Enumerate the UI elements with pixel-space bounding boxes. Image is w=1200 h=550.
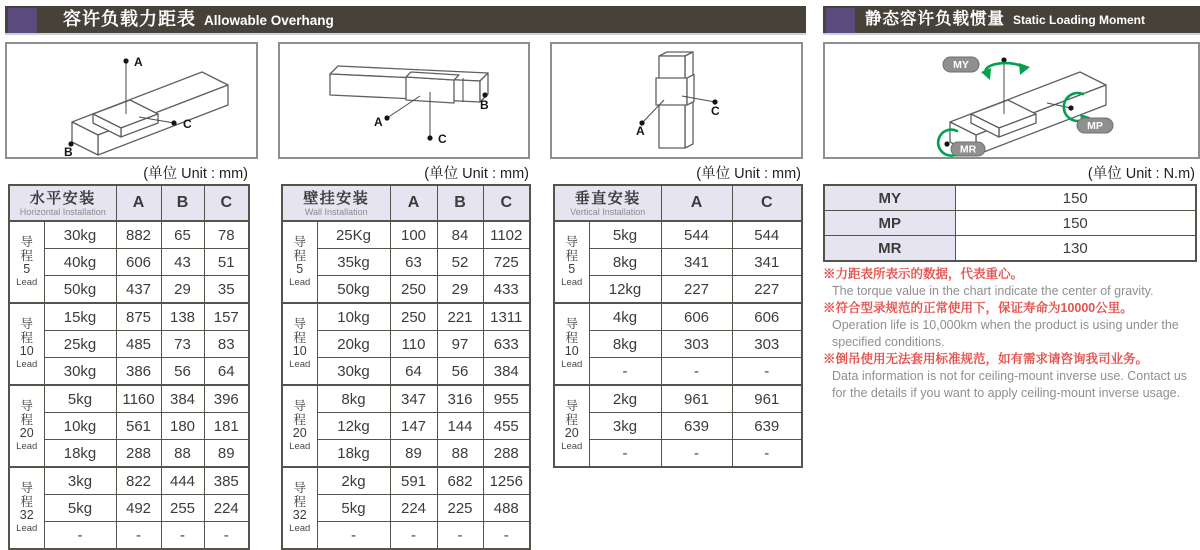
value-cell: 144	[437, 413, 483, 440]
table-row	[9, 467, 249, 495]
column-header: C	[483, 185, 530, 221]
table-title-en: Wall Installation	[304, 206, 368, 217]
value-cell: -	[661, 358, 732, 386]
value-cell: 29	[437, 276, 483, 304]
value-cell: 29	[161, 276, 204, 304]
table-row	[282, 331, 530, 358]
weight-cell: 10kg	[317, 303, 390, 331]
value-cell: 433	[483, 276, 530, 304]
lead-word: Lead	[16, 440, 38, 452]
table-row	[9, 221, 249, 249]
column-header: B	[437, 185, 483, 221]
value-cell: 485	[116, 331, 161, 358]
weight-cell: 4kg	[589, 303, 661, 331]
lead-word: Lead	[16, 522, 38, 534]
wall-installation-diagram	[278, 42, 530, 159]
lead-number: 5	[568, 262, 576, 277]
lead-number: 32	[292, 508, 307, 523]
value-cell: 224	[390, 495, 437, 522]
value-cell: 221	[437, 303, 483, 331]
value-cell: 52	[437, 249, 483, 276]
value-cell: 437	[116, 276, 161, 304]
column-header: C	[204, 185, 249, 221]
weight-cell: 30kg	[44, 358, 116, 386]
lead-zh: 导程	[565, 317, 578, 345]
mp-label: MP	[1087, 120, 1103, 132]
unit-label-moment: (单位 Unit : N.m)	[1087, 166, 1195, 182]
weight-cell: 15kg	[44, 303, 116, 331]
lead-word: Lead	[561, 276, 583, 288]
value-cell: 955	[483, 385, 530, 413]
point-c-label: C	[183, 117, 192, 131]
lead-number: 20	[19, 426, 34, 441]
table-row	[824, 185, 1196, 211]
table-row	[824, 236, 1196, 262]
static-moment-table	[823, 184, 1197, 262]
value-cell: 303	[661, 331, 732, 358]
lead-group-label	[9, 467, 44, 549]
lead-group-label	[554, 303, 589, 385]
lead-group-label	[282, 385, 317, 467]
table-row	[9, 522, 249, 550]
value-cell: 250	[390, 276, 437, 304]
lead-word: Lead	[289, 440, 311, 452]
lead-zh: 导程	[293, 399, 306, 427]
my-rotation-arrow	[985, 63, 1024, 74]
value-cell: 110	[390, 331, 437, 358]
moment-actuator-drawing	[825, 44, 1198, 157]
value-cell: 639	[732, 413, 802, 440]
point-b-label: B	[64, 145, 73, 157]
overhang-section-header	[5, 6, 806, 33]
value-cell: 1102	[483, 221, 530, 249]
lead-group-label	[554, 221, 589, 303]
value-cell: 250	[390, 303, 437, 331]
table-row	[9, 440, 249, 468]
value-cell: 225	[437, 495, 483, 522]
weight-cell: -	[317, 522, 390, 550]
moment-mp-value: 150	[955, 211, 1196, 236]
value-cell: 444	[161, 467, 204, 495]
weight-cell: 10kg	[44, 413, 116, 440]
value-cell: -	[161, 522, 204, 550]
value-cell: 385	[204, 467, 249, 495]
weight-cell: -	[589, 440, 661, 468]
value-cell: 97	[437, 331, 483, 358]
column-header: A	[661, 185, 732, 221]
table-row	[282, 467, 530, 495]
wall-actuator-drawing	[280, 44, 528, 157]
lead-zh: 导程	[20, 481, 33, 509]
point-c-label: C	[711, 104, 720, 118]
point-a-label: A	[636, 124, 645, 138]
weight-cell: 18kg	[44, 440, 116, 468]
value-cell: 157	[204, 303, 249, 331]
table-title-cell	[282, 185, 390, 221]
value-cell: -	[732, 440, 802, 468]
value-cell: 43	[161, 249, 204, 276]
value-cell: 386	[116, 358, 161, 386]
value-cell: 725	[483, 249, 530, 276]
vertical-actuator-drawing	[552, 44, 801, 157]
lead-word: Lead	[561, 440, 583, 452]
value-cell: 224	[204, 495, 249, 522]
note-1-en: The torque value in the chart indicate the center of gravity.	[832, 284, 1154, 298]
value-cell: 64	[204, 358, 249, 386]
value-cell: 882	[116, 221, 161, 249]
weight-cell: 5kg	[44, 495, 116, 522]
value-cell: 606	[732, 303, 802, 331]
moment-my-value: 150	[955, 185, 1196, 211]
note-3-zh: ※倒吊使用无法套用标准规范，如有需求请咨询我司业务。	[823, 352, 1149, 366]
table-row	[554, 385, 802, 413]
weight-cell: 5kg	[589, 221, 661, 249]
table-title-en: Vertical Installation	[570, 206, 646, 217]
horizontal-installation-diagram	[5, 42, 258, 159]
table-title-zh: 垂直安装	[574, 189, 641, 207]
lead-number: 5	[296, 262, 304, 277]
weight-cell: 5kg	[317, 495, 390, 522]
lead-number: 5	[23, 262, 31, 277]
value-cell: 64	[390, 358, 437, 386]
table-row	[9, 358, 249, 386]
lead-number: 20	[292, 426, 307, 441]
value-cell: 180	[161, 413, 204, 440]
value-cell: 89	[204, 440, 249, 468]
table-row	[554, 276, 802, 304]
value-cell: 347	[390, 385, 437, 413]
value-cell: 63	[390, 249, 437, 276]
value-cell: 591	[390, 467, 437, 495]
table-row	[9, 303, 249, 331]
value-cell: 822	[116, 467, 161, 495]
value-cell: 147	[390, 413, 437, 440]
header-row	[9, 185, 249, 221]
value-cell: 639	[661, 413, 732, 440]
table-row	[554, 303, 802, 331]
value-cell: 84	[437, 221, 483, 249]
lead-word: Lead	[289, 276, 311, 288]
value-cell: 492	[116, 495, 161, 522]
value-cell: 384	[483, 358, 530, 386]
moment-title-en: Static Loading Moment	[1013, 13, 1145, 27]
weight-cell: 35kg	[317, 249, 390, 276]
purple-accent-square	[826, 8, 855, 33]
moment-mr-label: MR	[824, 236, 955, 262]
lead-number: 10	[19, 344, 34, 359]
column-header: B	[161, 185, 204, 221]
value-cell: 181	[204, 413, 249, 440]
table-row	[282, 303, 530, 331]
value-cell: -	[483, 522, 530, 550]
moment-title-zh: 静态容许负载惯量	[865, 10, 1005, 28]
header-row	[282, 185, 530, 221]
point-a-label: A	[134, 55, 143, 69]
weight-cell: 18kg	[317, 440, 390, 468]
value-cell: 384	[161, 385, 204, 413]
point-c-label: C	[438, 132, 447, 146]
lead-word: Lead	[16, 358, 38, 370]
lead-number: 20	[564, 426, 579, 441]
static-moment-diagram	[823, 42, 1200, 159]
value-cell: -	[390, 522, 437, 550]
table-title-en: Horizontal Installation	[19, 206, 106, 217]
value-cell: 255	[161, 495, 204, 522]
note-1-zh: ※力距表所表示的数据，代表重心。	[823, 267, 1024, 281]
weight-cell: 8kg	[589, 249, 661, 276]
table-title-cell	[554, 185, 661, 221]
lead-word: Lead	[289, 522, 311, 534]
table-row	[282, 522, 530, 550]
moment-mr-value: 130	[955, 236, 1196, 262]
installation-table	[281, 184, 531, 550]
point-a-label: A	[374, 115, 383, 129]
lead-zh: 导程	[293, 235, 306, 263]
lead-zh: 导程	[293, 481, 306, 509]
value-cell: 682	[437, 467, 483, 495]
table-row	[282, 495, 530, 522]
value-cell: 341	[732, 249, 802, 276]
table-row	[282, 221, 530, 249]
moment-my-label: MY	[824, 185, 955, 211]
overhang-title-en: Allowable Overhang	[204, 13, 334, 28]
value-cell: 1256	[483, 467, 530, 495]
weight-cell: 2kg	[589, 385, 661, 413]
value-cell: 88	[437, 440, 483, 468]
weight-cell: -	[44, 522, 116, 550]
installation-table	[553, 184, 803, 468]
weight-cell: 40kg	[44, 249, 116, 276]
value-cell: 1311	[483, 303, 530, 331]
weight-cell: 12kg	[317, 413, 390, 440]
table-row	[554, 358, 802, 386]
table-title-cell	[9, 185, 116, 221]
column-header: C	[732, 185, 802, 221]
value-cell: 488	[483, 495, 530, 522]
lead-group-label	[554, 385, 589, 467]
value-cell: 633	[483, 331, 530, 358]
lead-zh: 导程	[20, 317, 33, 345]
table-row	[9, 276, 249, 304]
value-cell: 341	[661, 249, 732, 276]
value-cell: 606	[661, 303, 732, 331]
overhang-title-zh: 容许负载力距表	[63, 9, 196, 29]
lead-group-label	[9, 303, 44, 385]
table-row	[554, 331, 802, 358]
table-row	[554, 413, 802, 440]
value-cell: 65	[161, 221, 204, 249]
value-cell: 561	[116, 413, 161, 440]
value-cell: 88	[161, 440, 204, 468]
moment-section-header	[823, 6, 1200, 33]
table-row	[554, 221, 802, 249]
lead-zh: 导程	[565, 235, 578, 263]
weight-cell: 20kg	[317, 331, 390, 358]
lead-group-label	[282, 221, 317, 303]
vertical-installation-table	[553, 184, 803, 468]
purple-accent-square	[8, 8, 37, 33]
lead-word: Lead	[289, 358, 311, 370]
lead-zh: 导程	[293, 317, 306, 345]
value-cell: 961	[661, 385, 732, 413]
table-row	[554, 249, 802, 276]
value-cell: 544	[661, 221, 732, 249]
note-3-en: Data information is not for ceiling-mount inverse use. Contact us for the details if you want to apply ceiling-mount inverse usage.	[832, 369, 1188, 400]
value-cell: -	[116, 522, 161, 550]
weight-cell: 50kg	[317, 276, 390, 304]
value-cell: 606	[116, 249, 161, 276]
value-cell: 56	[161, 358, 204, 386]
value-cell: 961	[732, 385, 802, 413]
note-2-zh: ※符合型录规范的正常使用下，保证寿命为10000公里。	[823, 301, 1133, 315]
lead-word: Lead	[561, 358, 583, 370]
value-cell: 35	[204, 276, 249, 304]
value-cell: -	[437, 522, 483, 550]
lead-number: 10	[292, 344, 307, 359]
moment-mp-label: MP	[824, 211, 955, 236]
weight-cell: 25Kg	[317, 221, 390, 249]
value-cell: 1160	[116, 385, 161, 413]
weight-cell: 3kg	[44, 467, 116, 495]
column-header: A	[390, 185, 437, 221]
value-cell: -	[661, 440, 732, 468]
value-cell: 455	[483, 413, 530, 440]
value-cell: -	[732, 358, 802, 386]
weight-cell: 2kg	[317, 467, 390, 495]
table-title-zh: 壁挂安装	[303, 189, 370, 207]
weight-cell: 12kg	[589, 276, 661, 304]
weight-cell: 5kg	[44, 385, 116, 413]
value-cell: 73	[161, 331, 204, 358]
unit-label-horizontal: (单位 Unit : mm)	[143, 166, 248, 182]
installation-table	[8, 184, 250, 550]
table-row	[9, 331, 249, 358]
weight-cell: 30kg	[317, 358, 390, 386]
lead-group-label	[282, 467, 317, 549]
table-title-zh: 水平安装	[29, 189, 96, 207]
table-row	[282, 249, 530, 276]
weight-cell: 8kg	[317, 385, 390, 413]
value-cell: 396	[204, 385, 249, 413]
value-cell: 303	[732, 331, 802, 358]
weight-cell: 25kg	[44, 331, 116, 358]
wall-installation-table	[281, 184, 531, 550]
lead-zh: 导程	[20, 399, 33, 427]
value-cell: 544	[732, 221, 802, 249]
value-cell: 138	[161, 303, 204, 331]
horizontal-actuator-drawing	[7, 44, 256, 157]
lead-zh: 导程	[20, 235, 33, 263]
value-cell: 316	[437, 385, 483, 413]
mr-label: MR	[959, 143, 977, 156]
table-row	[282, 440, 530, 468]
value-cell: 51	[204, 249, 249, 276]
value-cell: 56	[437, 358, 483, 386]
column-header: A	[116, 185, 161, 221]
table-row	[9, 385, 249, 413]
table-row	[9, 413, 249, 440]
table-row	[824, 211, 1196, 236]
table-row	[9, 495, 249, 522]
vertical-installation-diagram	[550, 42, 803, 159]
table-row	[282, 385, 530, 413]
lead-number: 10	[564, 344, 579, 359]
weight-cell: 50kg	[44, 276, 116, 304]
weight-cell: 3kg	[589, 413, 661, 440]
weight-cell: -	[589, 358, 661, 386]
value-cell: 100	[390, 221, 437, 249]
lead-group-label	[9, 385, 44, 467]
lead-group-label	[282, 303, 317, 385]
value-cell: 227	[732, 276, 802, 304]
weight-cell: 30kg	[44, 221, 116, 249]
unit-label-wall: (单位 Unit : mm)	[424, 166, 529, 182]
lead-zh: 导程	[565, 399, 578, 427]
value-cell: 78	[204, 221, 249, 249]
unit-label-vertical: (单位 Unit : mm)	[696, 166, 801, 182]
value-cell: -	[204, 522, 249, 550]
value-cell: 288	[483, 440, 530, 468]
table-row	[282, 413, 530, 440]
table-row	[282, 276, 530, 304]
lead-group-label	[9, 221, 44, 303]
horizontal-installation-table	[8, 184, 250, 550]
lead-number: 32	[19, 508, 34, 523]
table-row	[282, 358, 530, 386]
value-cell: 89	[390, 440, 437, 468]
value-cell: 227	[661, 276, 732, 304]
lead-word: Lead	[16, 276, 38, 288]
value-cell: 288	[116, 440, 161, 468]
weight-cell: 8kg	[589, 331, 661, 358]
table-row	[554, 440, 802, 468]
value-cell: 83	[204, 331, 249, 358]
note-2-en: Operation life is 10,000km when the product is using under the specified conditions.	[832, 318, 1179, 349]
point-b-label: B	[480, 98, 489, 112]
value-cell: 875	[116, 303, 161, 331]
my-label: MY	[953, 59, 969, 71]
notes-block	[823, 266, 1200, 402]
header-row	[554, 185, 802, 221]
table-row	[9, 249, 249, 276]
